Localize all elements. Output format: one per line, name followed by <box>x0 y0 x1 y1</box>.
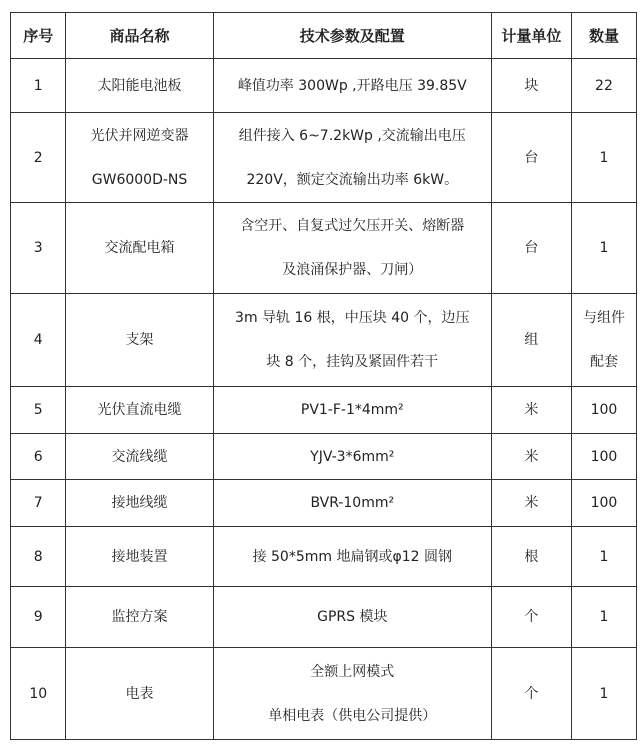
table-row <box>11 587 637 648</box>
cell-spec-line: 及浪涌保护器、刀闸） <box>282 262 423 278</box>
cell-spec-line: BVR-10mm² <box>310 495 395 511</box>
header-name: 商品名称 <box>66 13 213 59</box>
cell-name <box>66 113 213 203</box>
cell-spec <box>213 59 491 113</box>
cell-name <box>66 294 213 387</box>
table-row <box>11 434 637 480</box>
cell-qty-line: 1 <box>599 609 609 625</box>
cell-qty-line: 1 <box>599 548 609 565</box>
cell-spec-line: 含空开、自复式过欠压开关、熔断器 <box>240 218 465 234</box>
table-row <box>11 59 637 113</box>
cell-spec-line: 组件接入 6~7.2kWp ,交流输出电压 <box>238 127 466 144</box>
cell-qty <box>571 527 636 587</box>
table-row <box>11 648 637 740</box>
cell-qty-line: 与组件 <box>582 310 625 326</box>
cell-qty-line: 1 <box>599 240 609 256</box>
cell-unit: 台 <box>491 203 571 294</box>
cell-qty-line: 100 <box>590 495 618 511</box>
header-no: 序号 <box>11 13 66 59</box>
cell-no: 5 <box>11 387 66 434</box>
cell-spec <box>213 480 491 527</box>
table-row <box>11 387 637 434</box>
cell-qty <box>571 387 636 434</box>
cell-qty <box>571 113 636 203</box>
cell-spec <box>213 203 491 294</box>
cell-no: 7 <box>11 480 66 527</box>
cell-name <box>66 648 213 740</box>
cell-spec <box>213 648 491 740</box>
cell-name-line: 支架 <box>125 332 154 348</box>
cell-spec-line: 220V，额定交流输出功率 6kW。 <box>246 171 459 188</box>
cell-qty-line: 1 <box>599 685 609 702</box>
cell-name <box>66 387 213 434</box>
cell-spec-line: 3m 导轨 16 根，中压块 40 个，边压 <box>235 310 470 326</box>
table-row <box>11 203 637 294</box>
cell-no: 9 <box>11 587 66 648</box>
cell-qty <box>571 648 636 740</box>
cell-no: 6 <box>11 434 66 480</box>
cell-unit: 米 <box>491 387 571 434</box>
cell-name <box>66 587 213 648</box>
table-row <box>11 480 637 527</box>
cell-spec-line: 峰值功率 300Wp ,开路电压 39.85V <box>237 77 467 94</box>
cell-spec-line: PV1-F-1*4mm² <box>300 402 404 418</box>
cell-unit: 米 <box>491 480 571 527</box>
cell-name <box>66 527 213 587</box>
cell-no: 8 <box>11 527 66 587</box>
cell-name <box>66 434 213 480</box>
cell-unit: 米 <box>491 434 571 480</box>
cell-qty <box>571 587 636 648</box>
cell-qty <box>571 434 636 480</box>
cell-name-line: 电表 <box>125 685 154 702</box>
cell-spec <box>213 294 491 387</box>
table-row <box>11 113 637 203</box>
header-spec: 技术参数及配置 <box>213 13 491 59</box>
header-unit: 计量单位 <box>491 13 571 59</box>
table-row <box>11 527 637 587</box>
cell-name <box>66 480 213 527</box>
cell-name-line: 光伏直流电缆 <box>97 402 182 418</box>
cell-qty-line: 22 <box>595 77 613 94</box>
cell-spec <box>213 527 491 587</box>
cell-name <box>66 59 213 113</box>
cell-name-line: 交流配电箱 <box>104 240 175 256</box>
cell-spec-line: 单相电表（供电公司提供） <box>268 707 437 724</box>
cell-qty-line: 1 <box>599 149 609 166</box>
cell-no: 1 <box>11 59 66 113</box>
header-row <box>11 13 637 59</box>
cell-spec-line: 块 8 个，挂钩及紧固件若干 <box>266 354 439 370</box>
cell-unit: 个 <box>491 587 571 648</box>
cell-spec-line: 接 50*5mm 地扁钢或φ12 圆钢 <box>252 548 452 565</box>
cell-no: 2 <box>11 113 66 203</box>
cell-spec <box>213 113 491 203</box>
cell-name-line: 接地装置 <box>111 548 168 565</box>
cell-no: 10 <box>11 648 66 740</box>
cell-spec-line: GPRS 模块 <box>317 609 388 625</box>
cell-spec <box>213 387 491 434</box>
cell-unit: 台 <box>491 113 571 203</box>
cell-spec <box>213 587 491 648</box>
cell-name-line: 监控方案 <box>111 609 168 625</box>
cell-name <box>66 203 213 294</box>
cell-name-line: 交流线缆 <box>111 448 168 465</box>
cell-no: 4 <box>11 294 66 387</box>
cell-qty-line: 配套 <box>589 354 618 370</box>
equipment-table <box>10 12 637 740</box>
cell-spec-line: 全额上网模式 <box>310 663 395 680</box>
cell-qty-line: 100 <box>590 402 618 418</box>
header-qty: 数量 <box>571 13 636 59</box>
cell-qty <box>571 294 636 387</box>
cell-name-line: 太阳能电池板 <box>97 77 182 94</box>
cell-qty <box>571 203 636 294</box>
cell-qty-line: 100 <box>590 448 618 465</box>
cell-name-line: 光伏并网逆变器 <box>90 127 189 144</box>
cell-unit: 组 <box>491 294 571 387</box>
cell-spec <box>213 434 491 480</box>
cell-unit: 根 <box>491 527 571 587</box>
cell-unit: 块 <box>491 59 571 113</box>
table-row <box>11 294 637 387</box>
cell-name-line: GW6000D-NS <box>91 171 188 188</box>
cell-qty <box>571 59 636 113</box>
cell-unit: 个 <box>491 648 571 740</box>
cell-name-line: 接地线缆 <box>111 495 168 511</box>
cell-qty <box>571 480 636 527</box>
cell-no: 3 <box>11 203 66 294</box>
cell-spec-line: YJV-3*6mm² <box>310 448 395 465</box>
